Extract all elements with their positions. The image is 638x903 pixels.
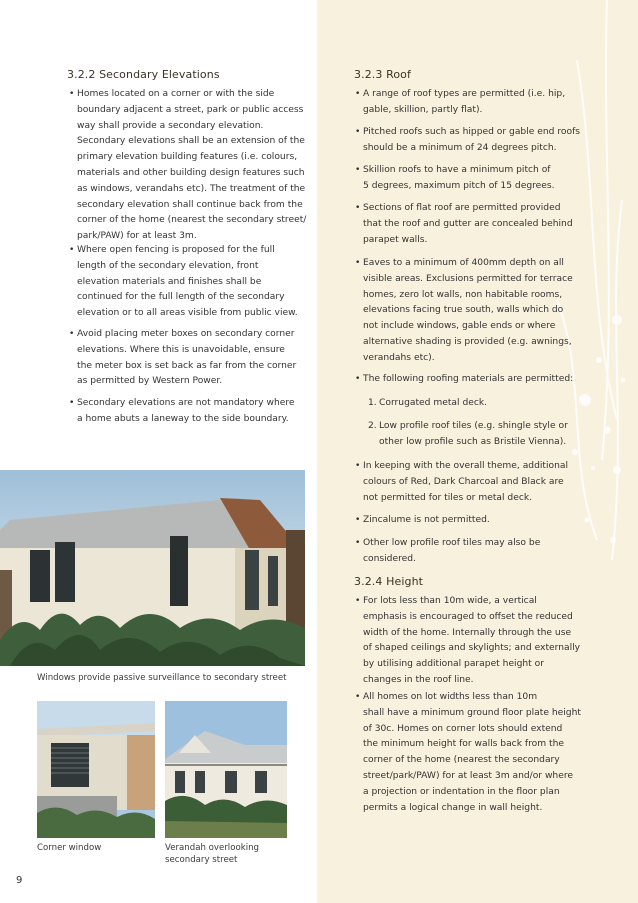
list-item: 2. Low profile roof tiles (e.g. shingle style or other low profile such as Bristile Vienna). <box>368 421 568 447</box>
bullet-icon: • <box>355 258 361 268</box>
corner-window-photo <box>37 701 155 838</box>
list-item: • Skillion roofs to have a minimum pitch of 5 degrees, maximum pitch of 15 degrees. <box>355 165 555 191</box>
bullet-icon: • <box>355 89 361 99</box>
caption-verandah: Verandah overlooking secondary street <box>165 843 259 865</box>
bullet-icon: • <box>355 596 361 606</box>
list-item: • Sections of flat roof are permitted provided that the roof and gutter are concealed behind parapet walls. <box>355 203 573 245</box>
list-item: • Pitched roofs such as hipped or gable end roofs should be a minimum of 24 degrees pitch. <box>355 127 581 153</box>
bullet-icon: • <box>69 89 75 99</box>
list-item: • Homes located on a corner or with the side boundary adjacent a street, park or public access way shall provide a secondary elevation. Secondary elevations shall be an extension of the primary elevation building features (i.e. colours, materials and other building design features such as windows, verandahs etc). The treatment of the secondary elevation shall continue back from the corner of the home (nearest the secondary street/ park/PAW) for at least 3m. <box>69 89 307 242</box>
corner-window-image-icon <box>37 701 155 838</box>
caption-corner-window: Corner window <box>37 843 102 853</box>
heading-height: 3.2.4 Height <box>354 575 424 588</box>
bullet-icon: • <box>69 329 75 339</box>
bullet-icon: • <box>355 515 361 525</box>
page-number: 9 <box>16 875 23 886</box>
bullet-icon: • <box>355 165 361 175</box>
bullet-icon: • <box>355 692 361 702</box>
list-item: • Zincalume is not permitted. <box>363 513 603 529</box>
bullet-icon: • <box>69 398 75 408</box>
list-item: • Other low profile roof tiles may also be considered. <box>355 538 541 564</box>
bullet-icon: • <box>355 538 361 548</box>
list-item: • All homes on lot widths less than 10m shall have a minimum ground floor plate height of 30c. Homes on corner lots should extend the minimum height for walls back from the corner of the home (nearest the secondary street/park/PAW) for at least 3m and/or where a projection or indentation in the floor plan permits a logical change in wall height. <box>355 692 581 813</box>
list-item: • Where open fencing is proposed for the full length of the secondary elevation, front elevation materials and finishes shall be continued for the full length of the secondary elevation or to all areas visible from public view. <box>69 245 298 319</box>
bullet-icon: • <box>69 245 75 255</box>
list-item: • A range of roof types are permitted (i.e. hip, gable, skillion, partly flat). <box>355 89 566 115</box>
list-item: 1. Corrugated metal deck. <box>368 398 488 408</box>
list-item: • For lots less than 10m wide, a vertical emphasis is encouraged to offset the reduced width of the home. Internally through the use of shaped ceilings and skylights; and externally by utilising additional parapet height or changes in the roof line. <box>355 596 581 685</box>
house-photo-main <box>0 470 305 666</box>
verandah-photo <box>165 701 287 838</box>
list-item: • In keeping with the overall theme, additional colours of Red, Dark Charcoal and Black are not permitted for tiles or metal deck. <box>355 461 569 503</box>
verandah-image-icon <box>165 701 287 838</box>
bullet-icon: • <box>355 374 361 384</box>
bullet-icon: • <box>355 127 361 137</box>
bullet-icon: • <box>355 203 361 213</box>
list-item: • Avoid placing meter boxes on secondary corner elevations. Where this is unavoidable, ensure the meter box is set back as far from the corner as permitted by Western Power. <box>69 329 297 387</box>
bullet-icon: • <box>355 461 361 471</box>
heading-roof: 3.2.3 Roof <box>354 68 411 81</box>
house-windows-image-icon <box>0 470 305 666</box>
list-item: • Secondary elevations are not mandatory where a home abuts a laneway to the side boundary. <box>69 398 295 424</box>
list-item: • The following roofing materials are permitted: <box>363 372 603 388</box>
heading-secondary-elevations: 3.2.2 Secondary Elevations <box>67 68 220 81</box>
caption-main-photo: Windows provide passive surveillance to secondary street <box>37 673 287 683</box>
list-item: • Eaves to a minimum of 400mm depth on all visible areas. Exclusions permitted for terrace homes, zero lot walls, non habitable rooms, elevations facing true south, walls which do not include windows, gable ends or where alternative shading is provided (e.g. awnings, verandahs etc). <box>355 258 573 363</box>
